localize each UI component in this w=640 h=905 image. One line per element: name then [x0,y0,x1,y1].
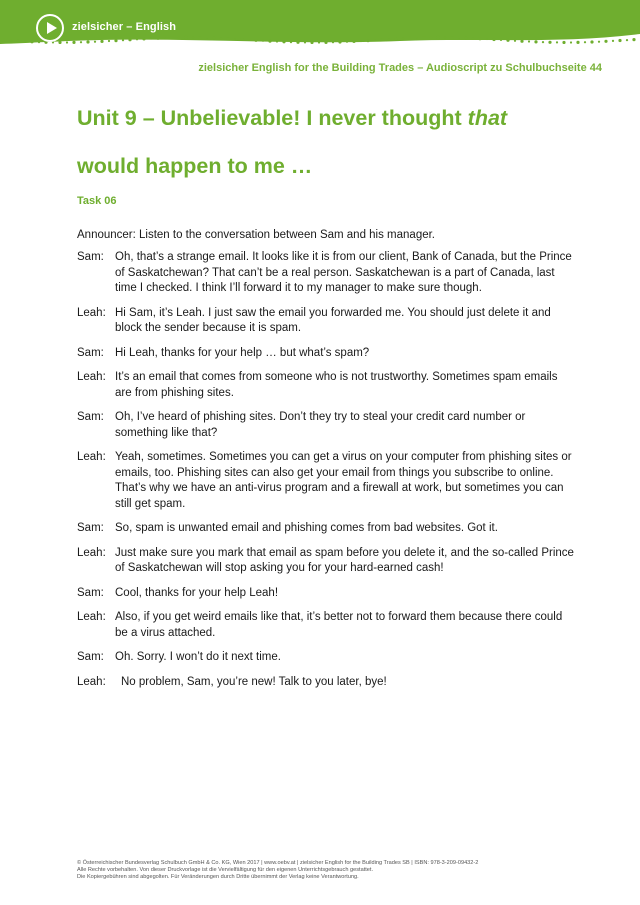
speaker-label: Leah: [77,546,106,559]
speech-text: Hi Leah, thanks for your help … but what’s spam? [115,346,370,359]
speaker-label: Sam: [77,411,104,423]
dialogue-turn [77,650,577,666]
dialogue-turn [77,675,577,691]
speaker-label: Leah: [77,675,106,688]
speaker-label: Leah: [77,306,106,319]
page-title [77,94,597,190]
speech-text: Hi Sam, it’s Leah. I just saw the email you forwarded me. You should just delete it and block the sender because it is spam. [115,306,551,334]
dialogue [77,250,577,699]
dialogue-turn [77,586,577,602]
speech-text: Yeah, sometimes. Sometimes you can get a virus on your computer from phishing sites or emails, too. Phishing sites can also get your email from things you subscribe to online. That’s why we have an anti-virus program and a firewall at work, but sometimes you can still get spam. [115,451,572,510]
task-label: Task 06 [77,195,117,207]
speaker-label: Sam: [77,586,104,599]
speaker-label: Sam: [77,651,104,663]
speech-text: Oh, that’s a strange email. It looks like it is from our client, Bank of Canada, but the Prince of Saskatchewan? That can’t be a real person. Saskatchewan is a part of Canada, last time I checked. I think I’ll forward it to my manager to make sure though. [115,251,572,294]
running-title: zielsicher English for the Building Trades – Audioscript zu Schulbuchseite 44 [198,62,602,74]
speech-text: It’s an email that comes from someone who is not trustworthy. Sometimes spam emails are from phishing sites. [115,371,558,399]
footer-line: Alle Rechte vorbehalten. Von dieser Druckvorlage ist die Vervielfältigung für den eigenen Unterrichtsgebrauch gestattet. [77,866,374,873]
speaker-label: Leah: [77,451,106,463]
play-circle-icon [36,14,64,42]
dialogue-turn [77,346,577,362]
footer [77,860,597,880]
title-emphasis: that [467,106,508,130]
dialogue-turn [77,410,577,441]
speech-text: Cool, thanks for your help Leah! [115,586,279,599]
title-line2: would happen to me … [77,154,313,178]
speaker-label: Sam: [77,346,104,359]
dialogue-turn [77,450,577,512]
speech-text: So, spam is unwanted email and phishing comes from bad websites. Got it. [115,522,498,534]
brand-name: zielsicher – English [72,21,177,33]
speaker-label: Sam: [77,251,104,263]
dialogue-turn [77,370,577,401]
speech-text: Just make sure you mark that email as spam before you delete it, and the so-called Prince of Saskatchewan will stop asking you for your hard-earned cash! [115,546,574,574]
footer-line: Die Kopiergebühren sind abgegolten. Für Veränderungen durch Dritte übernimmt der Verlag keine Verantwortung. [77,873,359,880]
speaker-label: Sam: [77,522,104,534]
footer-line: © Österreichischer Bundesverlag Schulbuch GmbH & Co. KG, Wien 2017 | www.oebv.at | zielsicher English for the Building Trades SB | ISBN: 978-3-209-09432-2 [77,860,479,866]
speech-text: Oh, I’ve heard of phishing sites. Don’t they try to steal your credit card number or something like that? [115,411,526,439]
announcer-line: Announcer: Listen to the conversation between Sam and his manager. [77,229,436,241]
dialogue-turn [77,546,577,577]
title-line1: Unit 9 – Unbelievable! I never thought [77,106,468,130]
speech-text: Also, if you get weird emails like that, it’s better not to forward them because there could be a virus attached. [115,611,563,639]
dialogue-turn [77,306,577,337]
dialogue-turn [77,521,577,537]
speaker-label: Leah: [77,611,106,623]
speech-text: No problem, Sam, you’re new! Talk to you later, bye! [121,675,387,688]
speech-text: Oh. Sorry. I won’t do it next time. [115,651,281,663]
speaker-label: Leah: [77,371,106,383]
dialogue-turn [77,250,577,297]
dialogue-turn [77,610,577,641]
